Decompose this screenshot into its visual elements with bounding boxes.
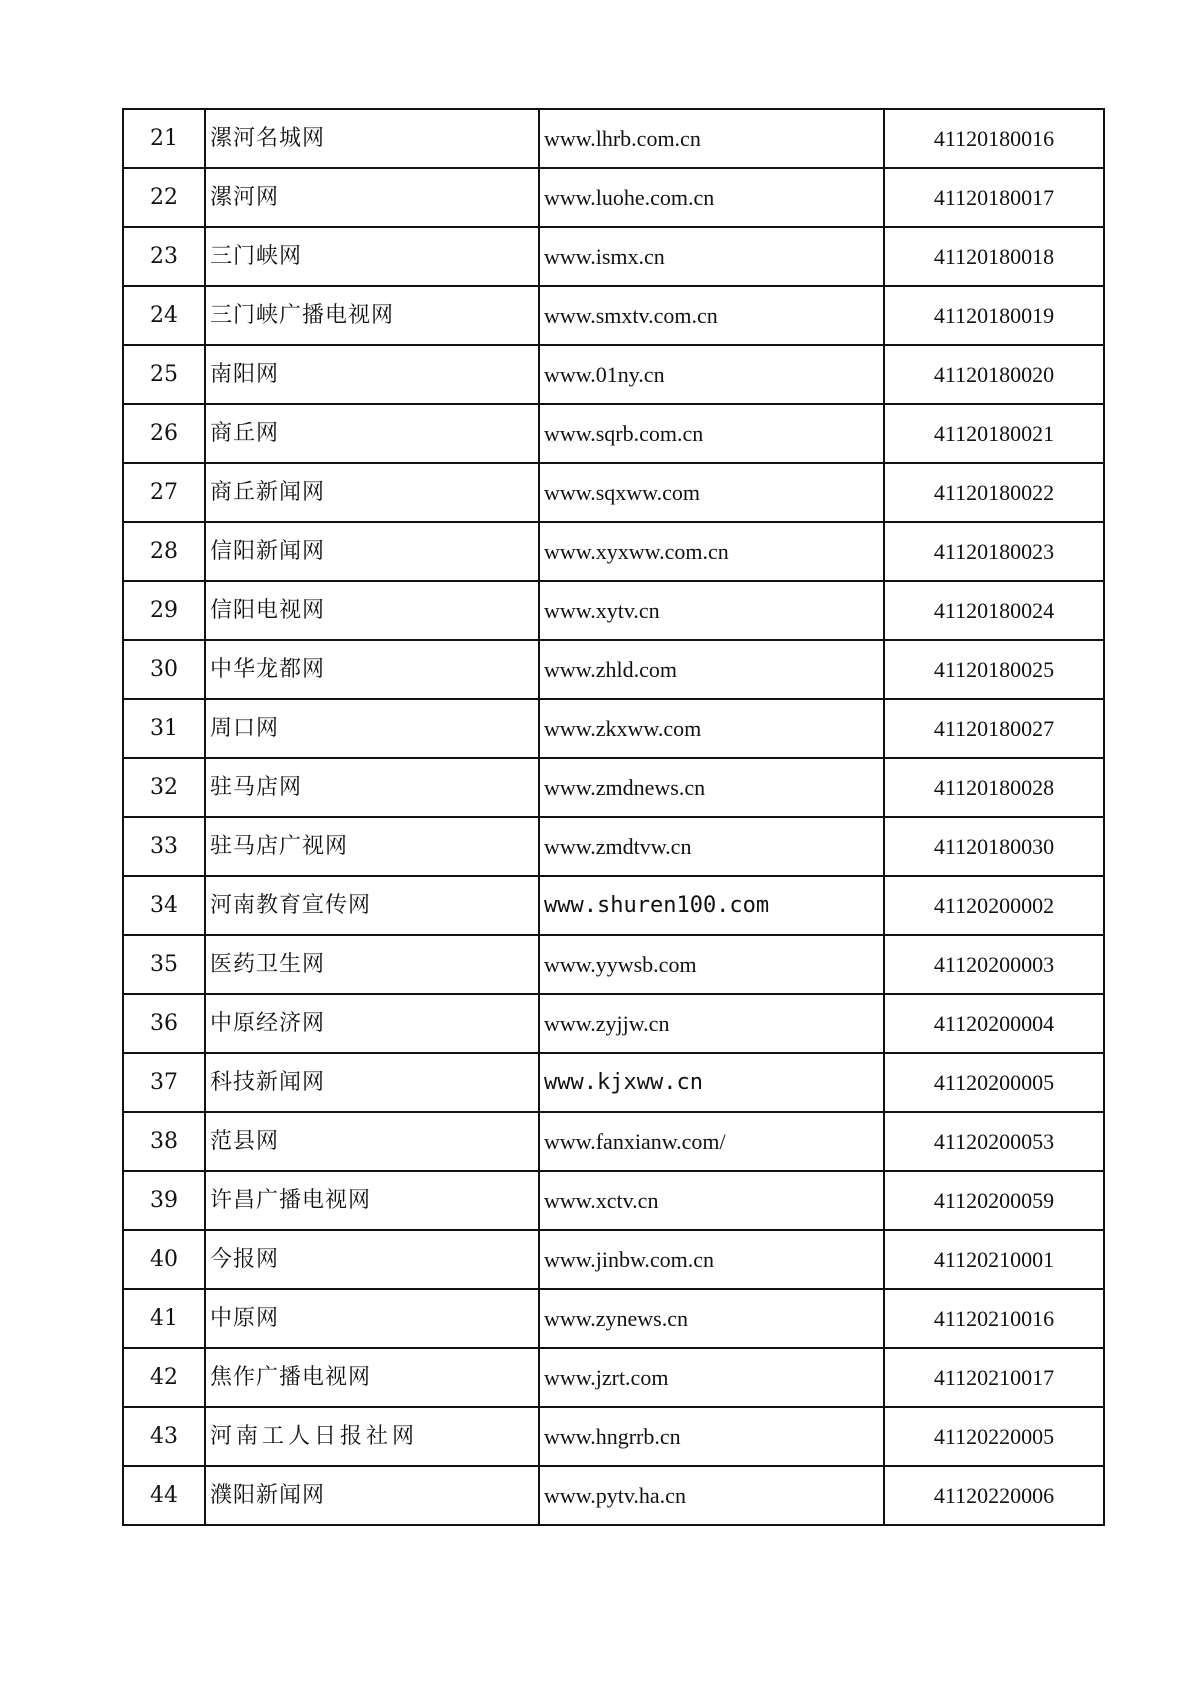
registration-id-cell: 41120200059 xyxy=(884,1171,1104,1230)
row-number-cell: 21 xyxy=(123,109,205,168)
row-number-cell: 43 xyxy=(123,1407,205,1466)
site-url-cell: www.fanxianw.com/ xyxy=(539,1112,884,1171)
site-name-cell: 今报网 xyxy=(205,1230,539,1289)
site-url-cell: www.sqrb.com.cn xyxy=(539,404,884,463)
row-number-cell: 26 xyxy=(123,404,205,463)
table-row xyxy=(123,994,1104,1053)
registration-id-cell: 41120200004 xyxy=(884,994,1104,1053)
site-name-cell: 漯河名城网 xyxy=(205,109,539,168)
site-url-cell: www.kjxww.cn xyxy=(539,1053,884,1112)
site-name-cell: 驻马店网 xyxy=(205,758,539,817)
row-number-cell: 31 xyxy=(123,699,205,758)
table-row xyxy=(123,1230,1104,1289)
site-url-cell: www.yywsb.com xyxy=(539,935,884,994)
registration-id-cell: 41120180016 xyxy=(884,109,1104,168)
table-row xyxy=(123,227,1104,286)
registration-id-cell: 41120180019 xyxy=(884,286,1104,345)
registration-id-cell: 41120200053 xyxy=(884,1112,1104,1171)
site-name-cell: 信阳电视网 xyxy=(205,581,539,640)
site-name-cell: 范县网 xyxy=(205,1112,539,1171)
table-row xyxy=(123,404,1104,463)
row-number-cell: 42 xyxy=(123,1348,205,1407)
site-url-cell: www.smxtv.com.cn xyxy=(539,286,884,345)
table-row xyxy=(123,168,1104,227)
site-name-cell: 河南工人日报社网 xyxy=(205,1407,539,1466)
registration-id-cell: 41120180030 xyxy=(884,817,1104,876)
table-row xyxy=(123,1466,1104,1525)
table-row xyxy=(123,345,1104,404)
registration-id-cell: 41120200003 xyxy=(884,935,1104,994)
table-row xyxy=(123,699,1104,758)
site-url-cell: www.01ny.cn xyxy=(539,345,884,404)
site-url-cell: www.zmdtvw.cn xyxy=(539,817,884,876)
table-row xyxy=(123,581,1104,640)
row-number-cell: 34 xyxy=(123,876,205,935)
site-url-cell: www.xctv.cn xyxy=(539,1171,884,1230)
site-name-cell: 信阳新闻网 xyxy=(205,522,539,581)
site-name-cell: 漯河网 xyxy=(205,168,539,227)
table-row xyxy=(123,1053,1104,1112)
site-name-cell: 三门峡网 xyxy=(205,227,539,286)
site-name-cell: 中原经济网 xyxy=(205,994,539,1053)
site-name-cell: 南阳网 xyxy=(205,345,539,404)
site-name-cell: 驻马店广视网 xyxy=(205,817,539,876)
row-number-cell: 23 xyxy=(123,227,205,286)
site-url-cell: www.lhrb.com.cn xyxy=(539,109,884,168)
site-url-cell: www.jinbw.com.cn xyxy=(539,1230,884,1289)
site-url-cell: www.sqxww.com xyxy=(539,463,884,522)
registration-id-cell: 41120180024 xyxy=(884,581,1104,640)
registration-id-cell: 41120200005 xyxy=(884,1053,1104,1112)
table-row xyxy=(123,758,1104,817)
registration-id-cell: 41120210017 xyxy=(884,1348,1104,1407)
row-number-cell: 28 xyxy=(123,522,205,581)
registration-id-cell: 41120220006 xyxy=(884,1466,1104,1525)
row-number-cell: 39 xyxy=(123,1171,205,1230)
registration-id-cell: 41120180021 xyxy=(884,404,1104,463)
row-number-cell: 35 xyxy=(123,935,205,994)
table-row xyxy=(123,1289,1104,1348)
table-row xyxy=(123,817,1104,876)
registration-id-cell: 41120180018 xyxy=(884,227,1104,286)
row-number-cell: 40 xyxy=(123,1230,205,1289)
row-number-cell: 29 xyxy=(123,581,205,640)
row-number-cell: 25 xyxy=(123,345,205,404)
site-name-cell: 三门峡广播电视网 xyxy=(205,286,539,345)
table-row xyxy=(123,109,1104,168)
site-name-cell: 科技新闻网 xyxy=(205,1053,539,1112)
row-number-cell: 38 xyxy=(123,1112,205,1171)
registration-id-cell: 41120200002 xyxy=(884,876,1104,935)
site-url-cell: www.xytv.cn xyxy=(539,581,884,640)
row-number-cell: 44 xyxy=(123,1466,205,1525)
site-name-cell: 商丘新闻网 xyxy=(205,463,539,522)
row-number-cell: 37 xyxy=(123,1053,205,1112)
registration-id-cell: 41120180017 xyxy=(884,168,1104,227)
website-registry-table xyxy=(122,108,1105,1526)
registration-id-cell: 41120180022 xyxy=(884,463,1104,522)
registration-id-cell: 41120210016 xyxy=(884,1289,1104,1348)
row-number-cell: 33 xyxy=(123,817,205,876)
registration-id-cell: 41120220005 xyxy=(884,1407,1104,1466)
table-body xyxy=(123,109,1104,1525)
site-url-cell: www.ismx.cn xyxy=(539,227,884,286)
row-number-cell: 32 xyxy=(123,758,205,817)
site-url-cell: www.shuren100.com xyxy=(539,876,884,935)
registration-id-cell: 41120180027 xyxy=(884,699,1104,758)
site-name-cell: 焦作广播电视网 xyxy=(205,1348,539,1407)
site-url-cell: www.jzrt.com xyxy=(539,1348,884,1407)
table-row xyxy=(123,1112,1104,1171)
table-row xyxy=(123,286,1104,345)
row-number-cell: 27 xyxy=(123,463,205,522)
site-name-cell: 濮阳新闻网 xyxy=(205,1466,539,1525)
site-url-cell: www.xyxww.com.cn xyxy=(539,522,884,581)
row-number-cell: 36 xyxy=(123,994,205,1053)
site-name-cell: 商丘网 xyxy=(205,404,539,463)
table-row xyxy=(123,1348,1104,1407)
site-url-cell: www.zynews.cn xyxy=(539,1289,884,1348)
registration-id-cell: 41120180023 xyxy=(884,522,1104,581)
site-name-cell: 中华龙都网 xyxy=(205,640,539,699)
registration-id-cell: 41120210001 xyxy=(884,1230,1104,1289)
site-name-cell: 中原网 xyxy=(205,1289,539,1348)
table-row xyxy=(123,1407,1104,1466)
site-name-cell: 医药卫生网 xyxy=(205,935,539,994)
site-url-cell: www.pytv.ha.cn xyxy=(539,1466,884,1525)
table-row xyxy=(123,1171,1104,1230)
site-url-cell: www.zkxww.com xyxy=(539,699,884,758)
table-row xyxy=(123,463,1104,522)
registration-id-cell: 41120180020 xyxy=(884,345,1104,404)
row-number-cell: 22 xyxy=(123,168,205,227)
table-row xyxy=(123,935,1104,994)
table-row xyxy=(123,640,1104,699)
site-url-cell: www.zyjjw.cn xyxy=(539,994,884,1053)
site-name-cell: 周口网 xyxy=(205,699,539,758)
site-url-cell: www.zmdnews.cn xyxy=(539,758,884,817)
row-number-cell: 24 xyxy=(123,286,205,345)
site-url-cell: www.hngrrb.cn xyxy=(539,1407,884,1466)
site-name-cell: 许昌广播电视网 xyxy=(205,1171,539,1230)
table-row xyxy=(123,876,1104,935)
site-url-cell: www.zhld.com xyxy=(539,640,884,699)
registration-id-cell: 41120180025 xyxy=(884,640,1104,699)
registration-id-cell: 41120180028 xyxy=(884,758,1104,817)
table-row xyxy=(123,522,1104,581)
site-name-cell: 河南教育宣传网 xyxy=(205,876,539,935)
row-number-cell: 41 xyxy=(123,1289,205,1348)
row-number-cell: 30 xyxy=(123,640,205,699)
site-url-cell: www.luohe.com.cn xyxy=(539,168,884,227)
